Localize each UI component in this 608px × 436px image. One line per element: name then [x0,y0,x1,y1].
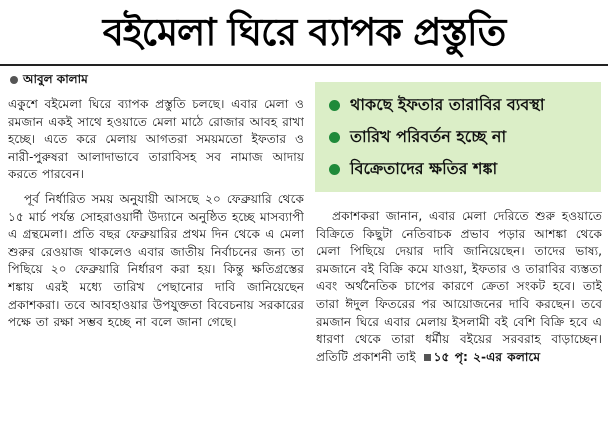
highlight-text: তারিখ পরিবর্তন হচ্ছে না [350,127,507,146]
right-column [316,208,602,432]
highlight-item [329,90,597,120]
bullet-icon [329,100,340,111]
headline-rule [0,64,608,66]
highlight-item [329,122,597,152]
square-icon [424,354,431,361]
paragraph-3-text: প্রকাশকরা জানান, এবার মেলা দেরিতে শুরু হওয়াতে বিক্রিতে কিছুটা নেতিবাচক প্রভাব পড়ার আশঙ্কা থেকে মেলা পিছিয়ে দেয়ার দাবি জানিয়েছেন। তাদের ভাষ্য, রমজানে বই বিক্রি কমে যাওয়া, ইফতার ও তারাবির ব্যস্ততা এবং অর্থনৈতিক চাপের কারণে ক্রেতা সংকট হবে। তাই তারা ঈদুল ফিতরের পর আয়োজনের দাবি করছেন। তবে রমজান ঘিরে এবার মেলায় ইসলামী বই বেশি বিক্রি হবে এ ধারণা থেকে তারা ধর্মীয় বইয়ের সরবরাহ বাড়াচ্ছেন। প্রতিটি প্রকাশনী তাই [316,209,602,364]
continuation-note [421,350,540,364]
continuation-text: ১৫ পৃ: ২-এর কলামে [433,349,541,364]
byline-name: আবুল কালাম [23,72,88,86]
paragraph-3 [316,208,602,366]
bullet-icon [329,164,340,175]
bullet-icon [329,132,340,143]
highlight-item [329,154,597,184]
headline: বইমেলা ঘিরে ব্যাপক প্রস্তুতি [102,10,506,54]
highlight-text: থাকছে ইফতার তারাবির ব্যবস্থা [350,95,545,114]
left-column [8,96,304,432]
highlights-box [315,82,601,192]
paragraph-2: পূর্ব নির্ধারিত সময় অনুযায়ী আসছে ২০ ফেব্রুয়ারি থেকে ১৫ মার্চ পর্যন্ত সোহরাওয়ার্দী উদ্যানে অনুষ্ঠিত হচ্ছে মাসব্যাপী এ গ্রন্থমেলা। প্রতি বছর ফেব্রুয়ারির প্রথম দিন থেকে এ মেলা শুরুর রেওয়াজ থাকলেও এবার জাতীয় নির্বাচনের জন্য তা পিছিয়ে ২০ ফেব্রুয়ারি নির্ধারণ করা হয়। কিন্তু ক্ষতিগ্রস্তের শঙ্কায় এরই মধ্যে তারিখ পেছানোর দাবি জানিয়েছেন প্রকাশকরা। তবে আবহাওয়ার উপযুক্ততা বিবেচনায় সরকারের পক্ষে তা রক্ষা সম্ভব হচ্ছে না বলে জানা গেছে। [8,191,304,330]
byline [10,70,88,88]
bullet-icon [10,76,18,84]
highlight-text: বিক্রেতাদের ক্ষতির শঙ্কা [350,159,498,178]
paragraph-1: একুশে বইমেলা ঘিরে ব্যাপক প্রস্তুতি চলছে। এবার মেলা ও রমজান একই সাথে হওয়াতে মেলা মাঠে রোজার আবহ রাখা হচ্ছে। এতে করে মেলায় আগতরা সময়মতো ইফতার ও নারী-পুরুষরা আলাদাভাবে তারাবিসহ সব নামাজ আদায় করতে পারবেন। [8,97,304,182]
